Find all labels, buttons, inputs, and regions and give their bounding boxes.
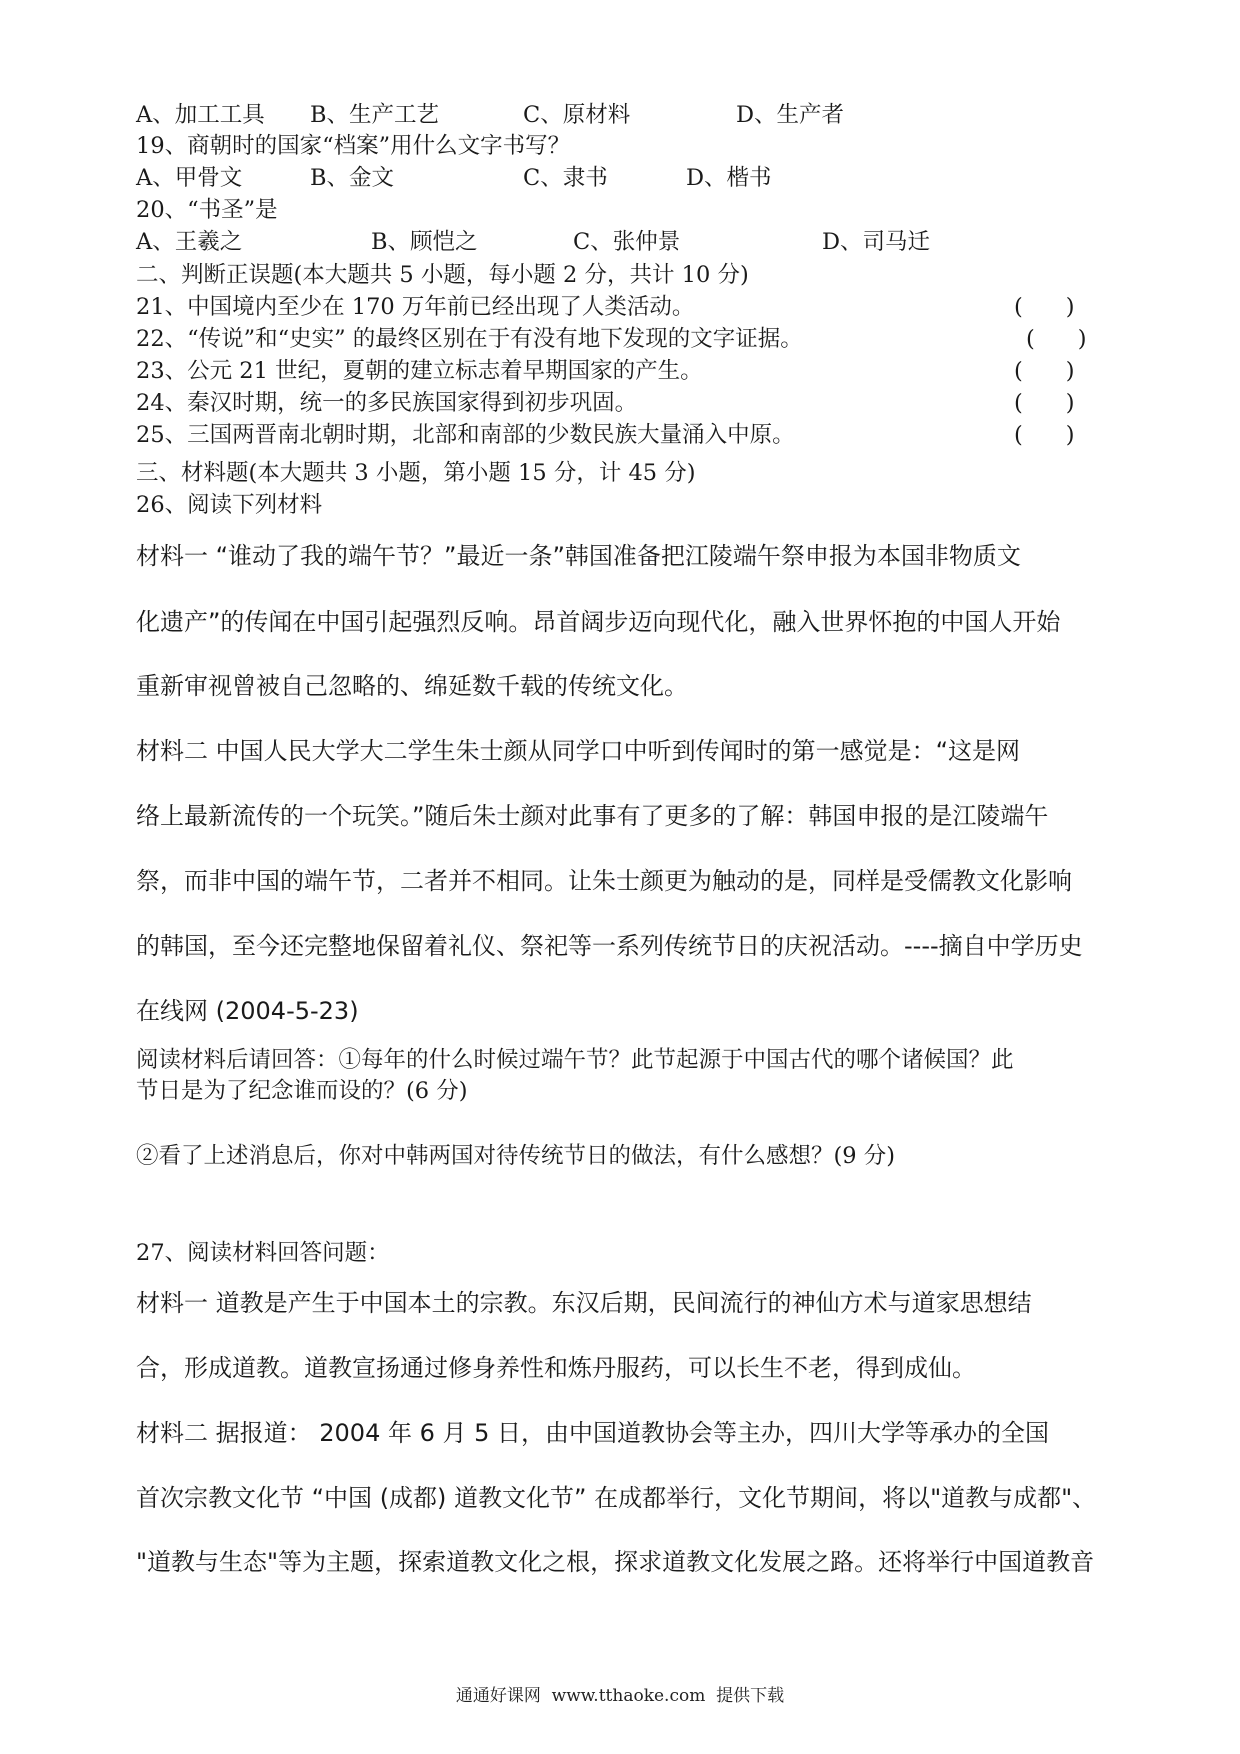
- q19-option-b: B、金文: [310, 165, 395, 191]
- section3-heading: 三、材料题(本大题共 3 小题，第小题 15 分，计 45 分): [136, 460, 696, 486]
- q20-option-c: C、张仲景: [573, 229, 681, 255]
- q26-material2-line2: 络上最新流传的一个玩笑。”随后朱士颜对此事有了更多的了解：韩国申报的是江陵端午: [136, 802, 1049, 830]
- page-footer: 通通好课网 www.tthaoke.com 提供下载: [455, 1686, 785, 1706]
- q20-option-d: D、司马迁: [822, 229, 931, 255]
- q20-option-a: A、王羲之: [136, 229, 243, 255]
- q27-material2-line2: 首次宗教文化节 “中国 (成都) 道教文化节” 在成都举行，文化节期间，将以"道教与成都"、: [136, 1484, 1097, 1512]
- q18-option-a: A、加工工具: [136, 102, 265, 128]
- section2-heading: 二、判断正误题(本大题共 5 小题，每小题 2 分，共计 10 分): [136, 262, 749, 288]
- q27-material2-line3: "道教与生态"等为主题，探索道教文化之根，探求道教文化发展之路。还将举行中国道教音: [136, 1548, 1095, 1576]
- q18-option-c: C、原材料: [523, 102, 631, 128]
- q26-material1-line2: 化遗产”的传闻在中国引起强烈反响。昂首阔步迈向现代化，融入世界怀抱的中国人开始: [136, 608, 1061, 636]
- judge-item-23: 23、公元 21 世纪，夏朝的建立标志着早期国家的产生。: [136, 358, 703, 384]
- q19-option-c: C、隶书: [523, 165, 608, 191]
- q26-material1-line1: 材料一 “谁动了我的端午节？”最近一条”韩国准备把江陵端午祭申报为本国非物质文: [136, 542, 1021, 570]
- q18-option-b: B、生产工艺: [310, 102, 440, 128]
- judge-answer-blank-21[interactable]: ( ): [1014, 294, 1075, 320]
- q27-stem: 27、阅读材料回答问题：: [136, 1240, 390, 1266]
- judge-answer-blank-25[interactable]: ( ): [1014, 422, 1075, 448]
- q19-option-a: A、甲骨文: [136, 165, 243, 191]
- judge-answer-blank-22[interactable]: ( ): [1026, 326, 1087, 352]
- q26-question1-line2: 节日是为了纪念谁而设的？(6 分): [136, 1078, 468, 1104]
- judge-item-24: 24、秦汉时期，统一的多民族国家得到初步巩固。: [136, 390, 638, 416]
- q26-stem: 26、阅读下列材料: [136, 492, 323, 518]
- judge-item-25: 25、三国两晋南北朝时期，北部和南部的少数民族大量涌入中原。: [136, 422, 795, 448]
- q20-option-b: B、顾恺之: [371, 229, 478, 255]
- judge-item-22: 22、“传说”和“史实” 的最终区别在于有没有地下发现的文字证据。: [136, 326, 803, 352]
- q26-question2: ②看了上述消息后，你对中韩两国对待传统节日的做法，有什么感想？(9 分): [136, 1143, 896, 1169]
- q19-stem: 19、商朝时的国家“档案”用什么文字书写？: [136, 133, 571, 159]
- q26-material2-line3: 祭，而非中国的端午节，二者并不相同。让朱士颜更为触动的是，同样是受儒教文化影响: [136, 867, 1072, 895]
- q19-option-d: D、楷书: [686, 165, 772, 191]
- judge-answer-blank-23[interactable]: ( ): [1014, 358, 1075, 384]
- q26-material2-line5: 在线网 (2004-5-23): [136, 997, 359, 1025]
- judge-answer-blank-24[interactable]: ( ): [1014, 390, 1075, 416]
- q18-option-d: D、生产者: [736, 102, 845, 128]
- q26-material1-line3: 重新审视曾被自己忽略的、绵延数千载的传统文化。: [136, 672, 688, 700]
- q26-material2-line4: 的韩国，至今还完整地保留着礼仪、祭祀等一系列传统节日的庆祝活动。----摘自中学历史: [136, 932, 1083, 960]
- q26-material2-line1: 材料二 中国人民大学大二学生朱士颜从同学口中听到传闻时的第一感觉是：“这是网: [136, 737, 1021, 765]
- judge-item-21: 21、中国境内至少在 170 万年前已经出现了人类活动。: [136, 294, 695, 320]
- q27-material1-line1: 材料一 道教是产生于中国本土的宗教。东汉后期，民间流行的神仙方术与道家思想结: [136, 1289, 1032, 1317]
- q27-material1-line2: 合，形成道教。道教宣扬通过修身养性和炼丹服药，可以长生不老，得到成仙。: [136, 1354, 976, 1382]
- q26-question1-line1: 阅读材料后请回答：①每年的什么时候过端午节？此节起源于中国古代的哪个诸候国？此: [136, 1047, 1014, 1073]
- q27-material2-line1: 材料二 据报道： 2004 年 6 月 5 日，由中国道教协会等主办，四川大学等承办的全国: [136, 1419, 1050, 1447]
- q20-stem: 20、“书圣”是: [136, 197, 278, 223]
